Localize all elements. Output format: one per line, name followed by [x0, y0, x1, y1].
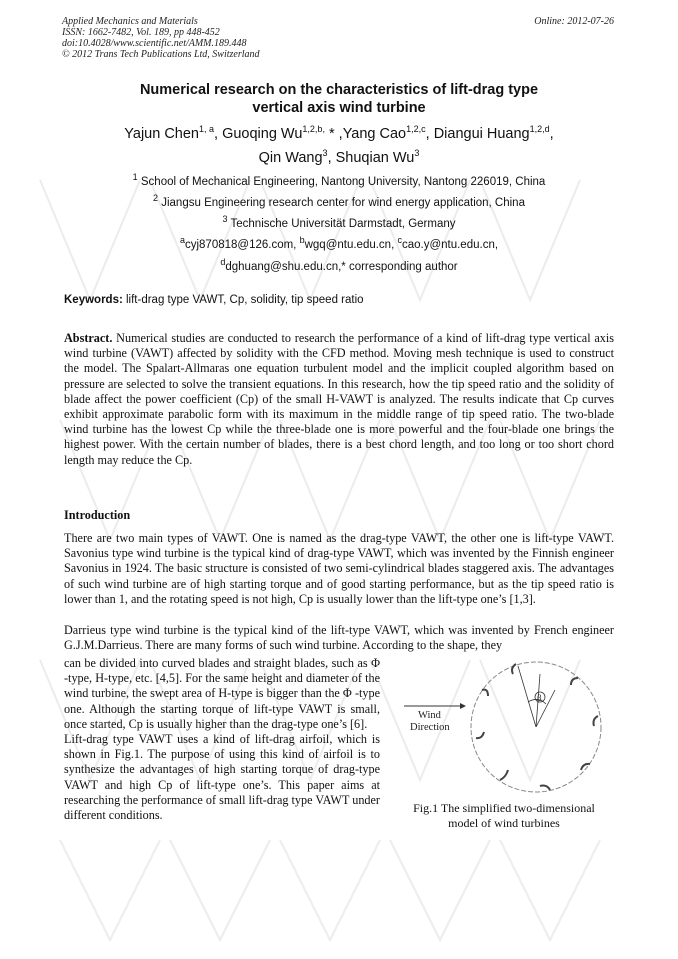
- email-sup: d: [220, 257, 226, 268]
- author-sup: 1,2,b,: [302, 124, 325, 135]
- intro-paragraph-2: Darrieus type wind turbine is the typical kind of the lift-type VAWT, which was invented by French engineer G.J.M.Darrieus. There are many forms of such wind turbine. According to the shape, they: [64, 623, 614, 653]
- issn: ISSN: 1662-7482, Vol. 189, pp 448-452: [62, 27, 220, 38]
- online-date: Online: 2012-07-26: [534, 16, 614, 27]
- author-name: Yang Cao: [342, 126, 407, 142]
- affiliation-2: [40, 193, 638, 210]
- author-sup: 1,2,d: [529, 124, 550, 135]
- emails-line-2: [40, 257, 638, 274]
- intro-paragraph-1: There are two main types of VAWT. One is named as the drag-type VAWT, the other one is lift-type VAWT. Savonius type wind turbine is the typical kind of drag-type VAWT, which was invented by the Finnish engineer Savonius in 1924. The basic structure is consisted of two semi-cylindrical blades staggered axis. The advantages of such wind turbine are of high starting torque and of good starting performance, but as the tip speed ratio is lower than 1, and the rotating speed is not high, Cp is usually lower than the lift-type one’s [1,3].: [64, 531, 614, 606]
- direction-label: Direction: [410, 722, 450, 733]
- affiliation-text: School of Mechanical Engineering, Nantong University, Nantong 226019, China: [140, 176, 546, 188]
- caption-line-1: Fig.1 The simplified two-dimensional: [413, 801, 595, 815]
- abstract: [64, 331, 614, 468]
- title-line-2: vertical axis wind turbine: [252, 100, 426, 116]
- intro-paragraph-3: [64, 656, 380, 823]
- keywords-label: Keywords:: [64, 294, 123, 306]
- author-list: Yajun Chen$^{1, a}$, Guoqing $Wu^{1,2,b,}$ * ,Yang Cao$^{1,2,c}$, Diangui Huang$^{1,2,d}$, Qin Wang$^3$, Shuqian Wu$^3$: [124, 124, 554, 166]
- keywords-text: lift-drag type VAWT, Cp, solidity, tip speed ratio: [122, 294, 364, 306]
- section-heading-introduction: Introduction: [64, 508, 131, 522]
- wind-label: Wind: [418, 710, 441, 721]
- abstract-text: Numerical studies are conducted to research the performance of a kind of lift-drag type vertical axis wind turbine (VAWT) affected by solidity with the CFD method. Moving mesh technique is used to construct the model. The Spalart-Allmaras one equation turbulent model and the implicit coupled algorithm based on pressure are selected to solve the transient equations. In this research, how the tip speed ratio and the solidity of blade affect the power coefficient (Cp) of the small H-VAWT is analyzed. The results indicate that Cp curves exhibit approximate parabolic form with its maximum in the middle range of tip speed ratio. The two-blade wind turbine has the lowest Cp while the three-blade one is more powerful and the four-blade one brings the highest power. With the certain number of blades, there is a best chord length, and too long or too short chord length may reduce the Cp.: [64, 331, 614, 467]
- affiliation-sup: 2: [153, 193, 159, 204]
- author-sup: 3: [322, 148, 328, 159]
- affiliation-3: [40, 214, 638, 231]
- affiliation-text: Technische Universität Darmstadt, Germany: [230, 218, 456, 230]
- figure-wind-turbine-model: [400, 652, 612, 802]
- email-d: dghuang@shu.edu.cn,* corresponding author: [225, 261, 458, 273]
- affiliation-text: Jiangsu Engineering research center for wind energy application, China: [161, 197, 525, 209]
- author-name: Qin Wang: [258, 150, 323, 166]
- blade-1: [512, 664, 516, 674]
- affiliation-1: [40, 172, 638, 189]
- blade-airfoils: [476, 664, 598, 790]
- figure-caption: [392, 801, 616, 831]
- author-sup: 1,2,c: [406, 124, 426, 135]
- doi: doi:10.4028/www.scientific.net/AMM.189.448: [62, 38, 247, 49]
- author-name: Diangui Huang: [433, 126, 530, 142]
- email-sup: b: [299, 235, 305, 246]
- email-sup: a: [179, 235, 185, 246]
- blade-7: [476, 732, 484, 738]
- intro-paragraph-3a: can be divided into curved blades and straight blades, such as Φ -type, H-type, etc. [4,5]. For the same height and diameter of the wind turbine, the swept area of H-type is bigger than the Φ -type one. Although the starting torque of lift-type VAWT is small, once started, Cp is usually higher than the drag-type one’s [6].: [64, 656, 380, 731]
- blade-2: [571, 678, 578, 685]
- author-sup: 1, a: [199, 124, 215, 135]
- copyright: © 2012 Trans Tech Publications Ltd, Switzerland: [62, 49, 260, 60]
- intro-paragraph-3b: Lift-drag type VAWT uses a kind of lift-drag airfoil, which is shown in Fig.1. The purpose of using this kind of airfoil is to synthesize the advantages of high starting torque of drag-type VAWT and high Cp of lift-type one’s. This paper aims at researching the performance of small lift-drag type VAWT under different conditions.: [64, 732, 380, 823]
- caption-line-2: model of wind turbines: [448, 816, 560, 830]
- keywords: [64, 294, 624, 306]
- author-name: Shuqian Wu: [335, 150, 415, 166]
- email-sup: c: [397, 235, 402, 246]
- abstract-label: Abstract.: [64, 331, 113, 345]
- journal-name: Applied Mechanics and Materials: [62, 16, 198, 27]
- corresponding-mark: *: [324, 126, 335, 142]
- author-name: Guoqing Wu: [222, 126, 303, 142]
- affiliation-sup: 1: [132, 172, 138, 183]
- blade-3: [594, 716, 599, 726]
- radius-line: [518, 666, 536, 727]
- blade-6: [500, 770, 508, 780]
- blade-8: [482, 690, 488, 696]
- journal-header: [62, 16, 260, 60]
- author-sup: 3: [414, 148, 420, 159]
- emails-line-1: [40, 235, 638, 252]
- blade-5: [540, 786, 550, 791]
- affiliation-sup: 3: [222, 214, 228, 225]
- email-b: wgq@ntu.edu.cn,: [304, 239, 398, 251]
- author-name: Yajun Chen: [124, 126, 199, 142]
- email-a: cyj870818@126.com,: [184, 239, 300, 251]
- title-line-1: Numerical research on the characteristics of lift-drag type: [139, 82, 539, 98]
- email-c: cao.y@ntu.edu.cn,: [401, 239, 499, 251]
- wind-arrow-head: [460, 703, 466, 709]
- paper-title: [40, 81, 638, 117]
- angle-symbol: β: [537, 693, 542, 703]
